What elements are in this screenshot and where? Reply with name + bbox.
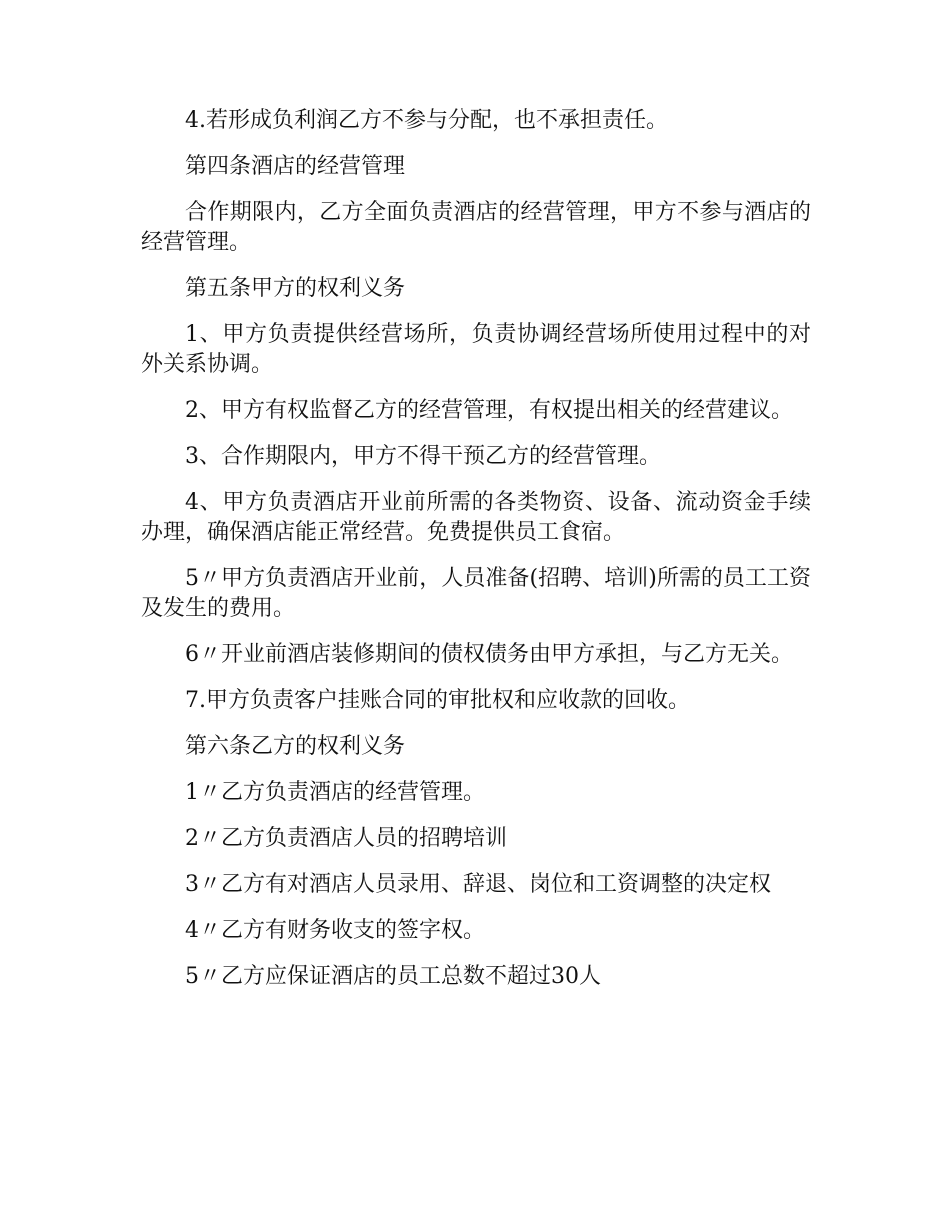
paragraph-article-6-item-1: 1〃乙方负责酒店的经营管理。 [185, 780, 485, 805]
paragraph-article-5-item-6: 6〃开业前酒店装修期间的债权债务由甲方承担，与乙方无关。 [185, 642, 793, 667]
paragraph-article-5-item-4: 4、甲方负责酒店开业前所需的各类物资、设备、流动资金手续办理，确保酒店能正常经营。免费提供员工食宿。 [141, 490, 811, 545]
paragraph-clause-3-item-4: 4.若形成负利润乙方不参与分配，也不承担责任。 [185, 108, 668, 133]
heading-article-6: 第六条乙方的权利义务 [185, 734, 406, 759]
paragraph-article-4-body: 合作期限内，乙方全面负责酒店的经营管理，甲方不参与酒店的经营管理。 [141, 200, 811, 255]
document-body [141, 106, 811, 1008]
paragraph-article-5-item-1: 1、甲方负责提供经营场所，负责协调经营场所使用过程中的对外关系协调。 [141, 322, 811, 377]
paragraph-article-5-item-5: 5〃甲方负责酒店开业前，人员准备(招聘、培训)所需的员工工资及发生的费用。 [141, 566, 811, 621]
paragraph-article-5-item-2: 2、甲方有权监督乙方的经营管理，有权提出相关的经营建议。 [185, 398, 793, 423]
paragraph-article-5-item-7: 7.甲方负责客户挂账合同的审批权和应收款的回收。 [185, 688, 690, 713]
heading-article-5: 第五条甲方的权利义务 [185, 276, 406, 301]
paragraph-article-6-item-5: 5〃乙方应保证酒店的员工总数不超过30人 [185, 964, 601, 989]
paragraph-article-6-item-2: 2〃乙方负责酒店人员的招聘培训 [185, 826, 507, 851]
heading-article-4: 第四条酒店的经营管理 [185, 154, 406, 179]
paragraph-article-6-item-3: 3〃乙方有对酒店人员录用、辞退、岗位和工资调整的决定权 [185, 872, 771, 897]
paragraph-article-5-item-3: 3、合作期限内，甲方不得干预乙方的经营管理。 [185, 444, 661, 469]
paragraph-article-6-item-4: 4〃乙方有财务收支的签字权。 [185, 918, 485, 943]
